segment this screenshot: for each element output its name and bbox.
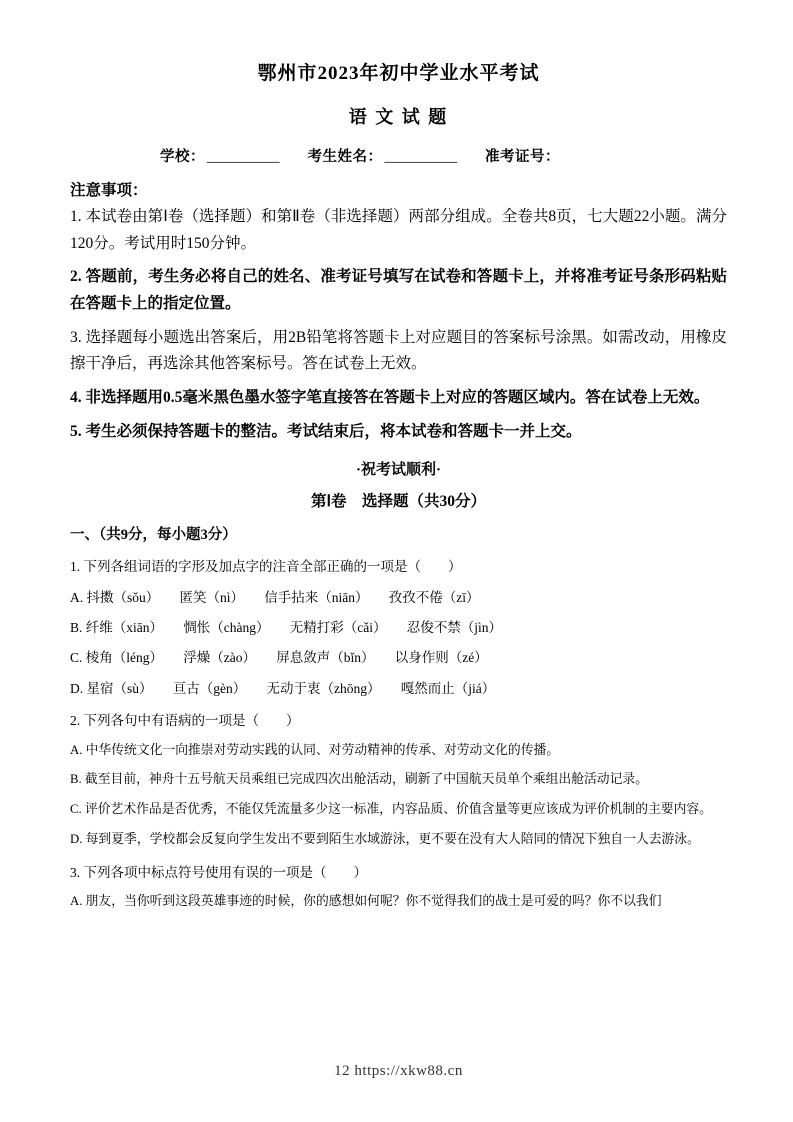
notice-item-3: 3. 选择题每小题选出答案后，用2B铅笔将答题卡上对应题目的答案标号涂黑。如需改动，用橡皮擦干净后，再选涂其他答案标号。答在试卷上无效。	[70, 328, 727, 373]
question-2-option-a: A. 中华传统文化一向推崇对劳动实践的认同、对劳动精神的传承、对劳动文化的传播。	[70, 742, 560, 757]
question-1-option-d: D. 星宿（sù） 亘古（gèn） 无动于衷（zhōng） 嘎然而止（jiá）	[70, 680, 496, 696]
question-1	[70, 552, 727, 704]
school-blank: __________	[207, 149, 280, 165]
exam-wish-line: ·祝考试顺利·	[355, 462, 441, 479]
question-3	[70, 858, 727, 918]
question-3-option-a: A. 朋友，当你听到这段英雄事迹的时候，你的感想如何呢？你不觉得我们的战士是可爱的吗？你不以我们	[70, 894, 662, 909]
question-2-option-b: B. 截至目前，神舟十五号航天员乘组已完成四次出舱活动，刷新了中国航天员单个乘组出舱活动记录。	[70, 772, 648, 787]
question-2-stem: 2. 下列各句中有语病的一项是（ ）	[70, 713, 300, 729]
question-1-option-c: C. 棱角（léng） 浮燥（zào） 屏息敛声（bǐn） 以身作则（zé）	[70, 650, 488, 666]
question-1-stem: 1. 下列各组词语的字形及加点字的注音全部正确的一项是（ ）	[70, 559, 462, 575]
notice-item-4: 4. 非选择题用0.5毫米黑色墨水签字笔直接答在答题卡上对应的答题区域内。答在试卷上无效。	[70, 388, 710, 406]
name-label: 考生姓名：	[307, 149, 383, 165]
question-2-option-d: D. 每到夏季，学校都会反复向学生发出不要到陌生水域游泳，更不要在没有大人陪同的情况下独自一人去游泳。	[70, 832, 700, 847]
candidate-info-line	[70, 145, 727, 166]
exam-id-label: 准考证号：	[485, 149, 560, 165]
notice-item-1: 1. 本试卷由第Ⅰ卷（选择题）和第Ⅱ卷（非选择题）两部分组成。全卷共8页，七大题22小题。满分120分。考试用时150分钟。	[70, 208, 728, 252]
question-2-option-c: C. 评价艺术作品是否优秀，不能仅凭流量多少这一标准，内容品质、价值含量等更应该成为评价机制的主要内容。	[70, 802, 712, 817]
question-3-stem: 3. 下列各项中标点符号使用有误的一项是（ ）	[70, 864, 367, 880]
question-1-option-b: B. 纤维（xiān） 惆怅（chàng） 无精打彩（cǎi） 忍俊不禁（jìn）	[70, 620, 502, 635]
section-1-heading: 第Ⅰ卷 选择题（共30分）	[310, 493, 487, 511]
name-blank: __________	[384, 149, 457, 165]
notices-heading: 注意事项：	[70, 182, 148, 199]
notice-item-5: 5. 考生必须保持答题卡的整洁。考试结束后，将本试卷和答题卡一并上交。	[70, 422, 582, 440]
question-2	[70, 706, 727, 856]
exam-subtitle: 语 文 试 题	[348, 107, 449, 127]
part-1-heading: 一、（共9分，每小题3分）	[70, 527, 237, 544]
school-label: 学校：	[160, 149, 205, 165]
question-1-option-a: A. 抖擞（sǒu） 匿笑（nì） 信手拈来（niān） 孜孜不倦（zī）	[70, 589, 480, 605]
notice-item-2: 2. 答题前，考生务必将自己的姓名、准考证号填写在试卷和答题卡上，并将准考证号条形码粘贴在答题卡上的指定位置。	[70, 268, 727, 312]
exam-title: 鄂州市2023年初中学业水平考试	[257, 63, 540, 84]
page-footer: 12 https://xkw88.cn	[334, 1063, 463, 1079]
